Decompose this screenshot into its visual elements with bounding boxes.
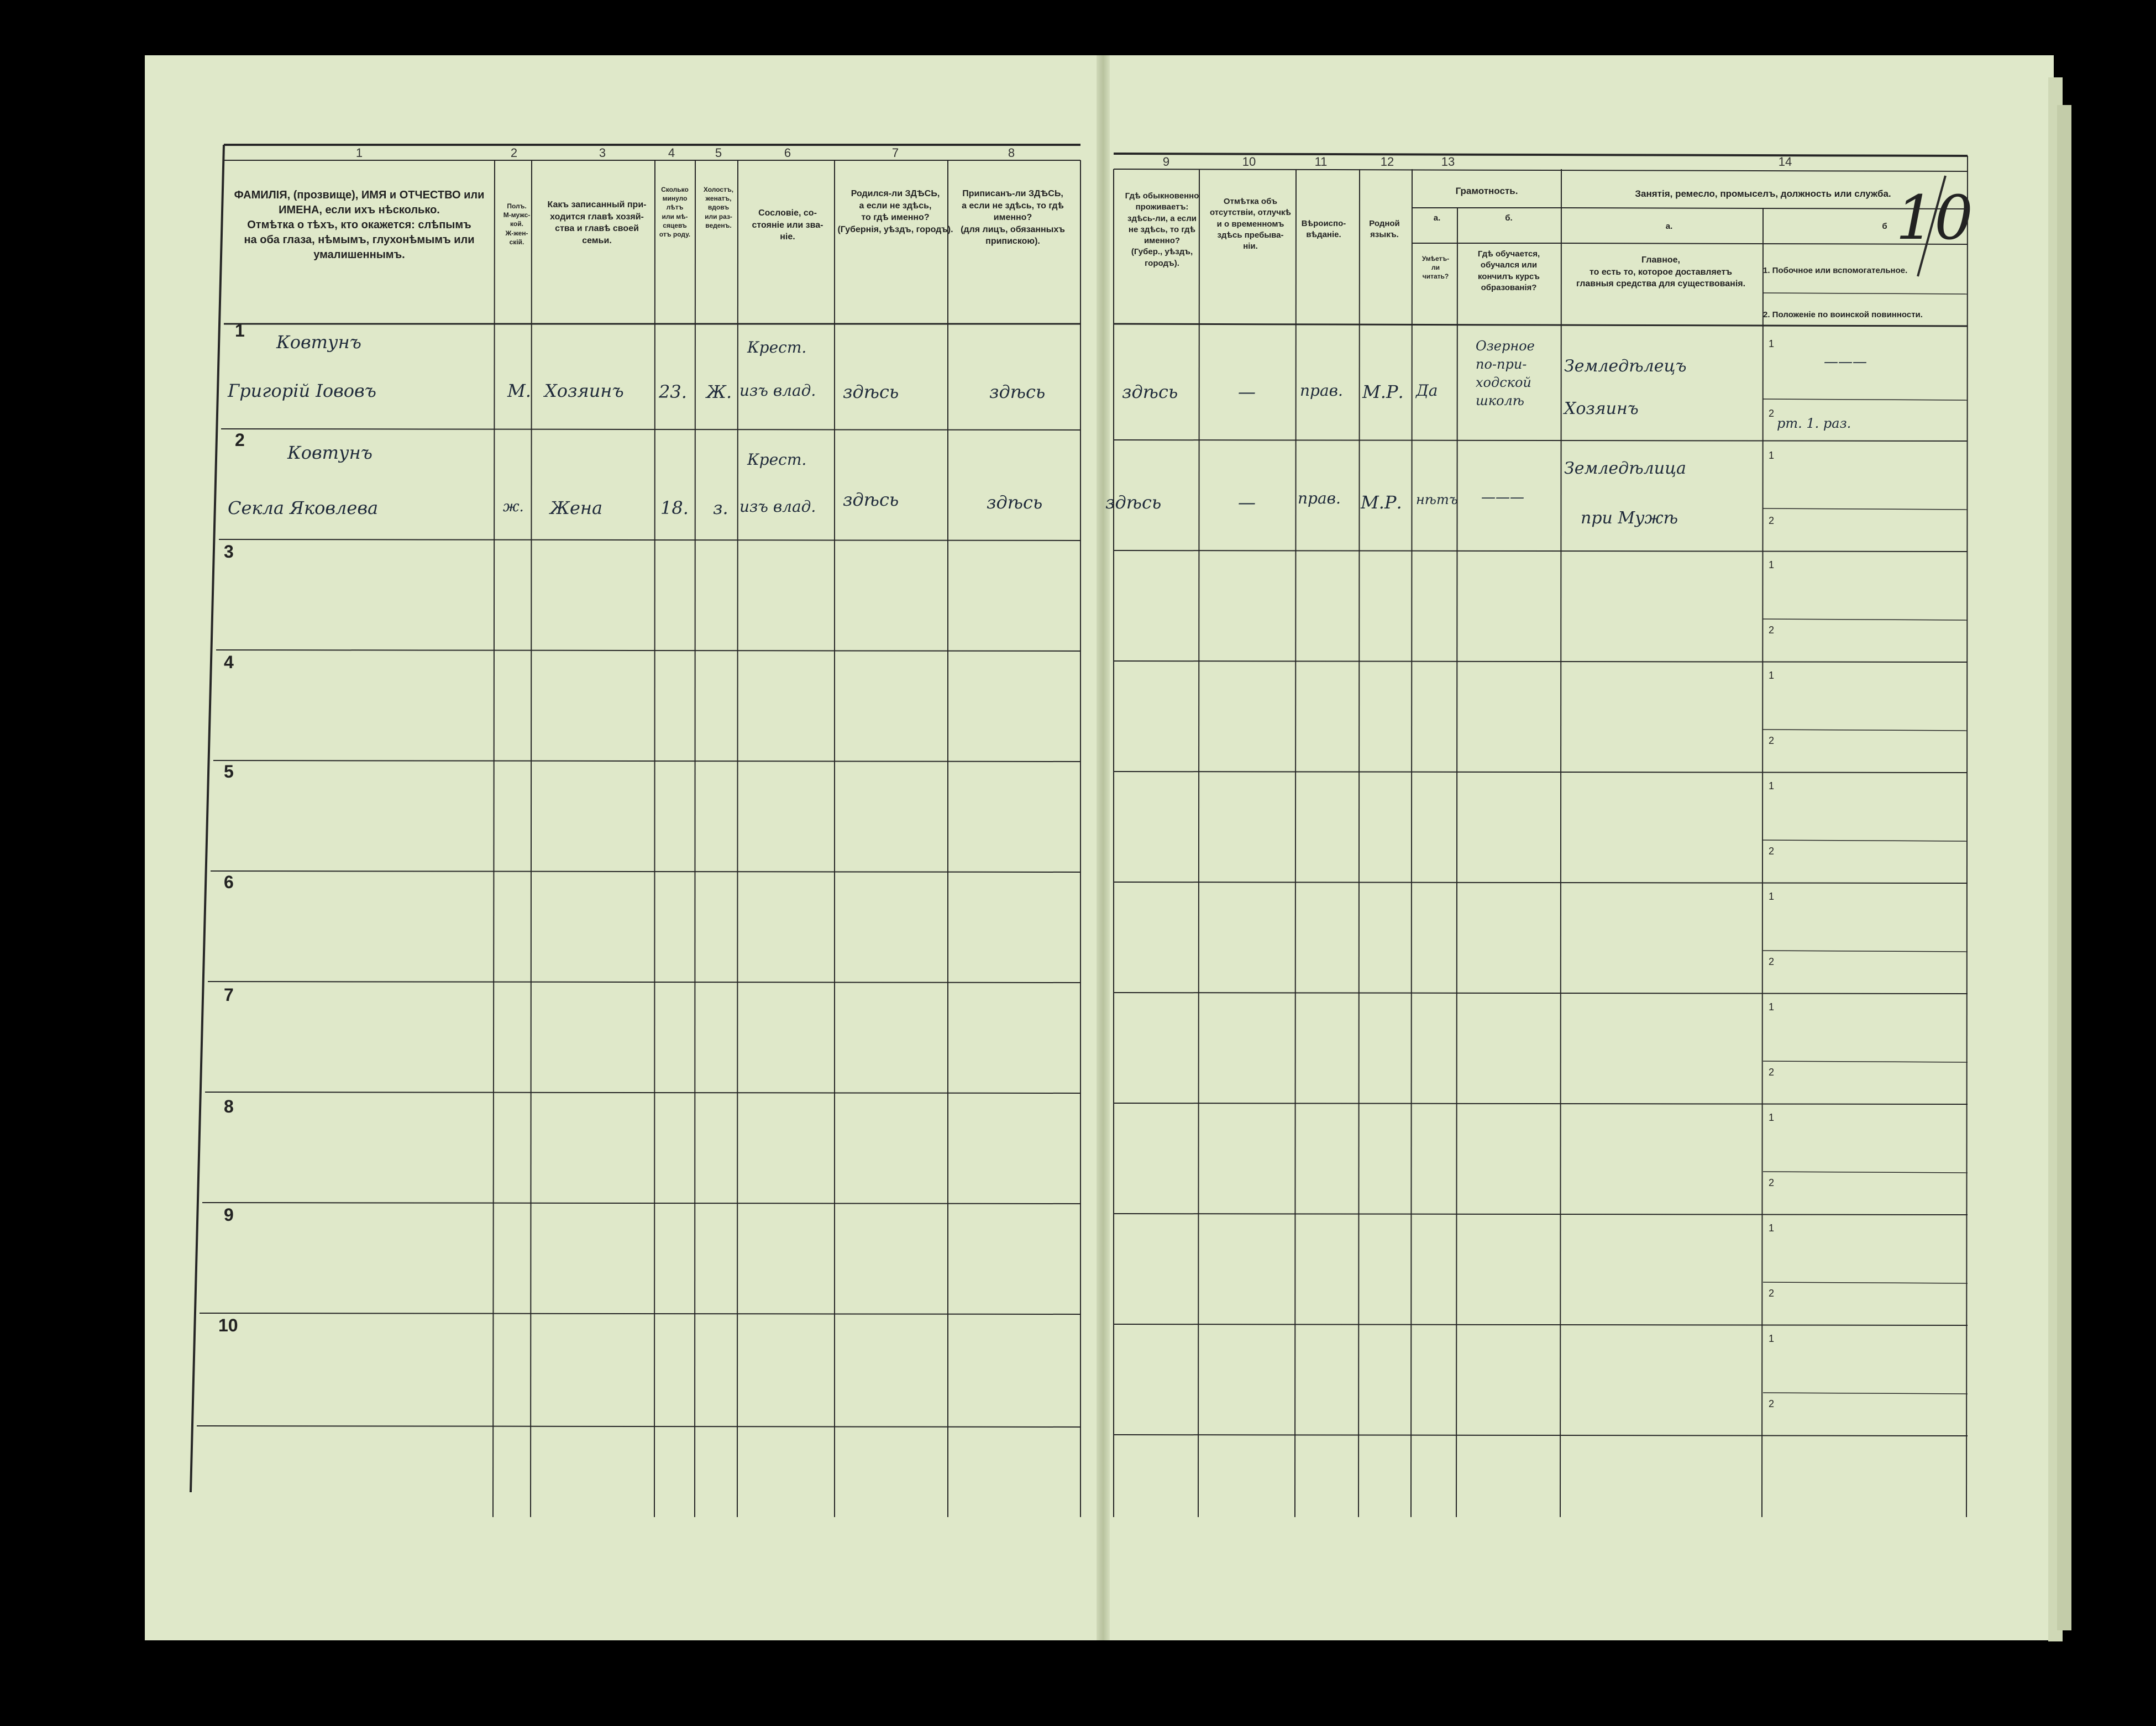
header-religion: Вѣроиспо- вѣданіе. bbox=[1301, 219, 1346, 240]
header-main-occupation: Главное, то есть то, которое доставляетъ главныя средства для существованія. bbox=[1576, 255, 1746, 289]
column-number: 5 bbox=[715, 146, 722, 160]
column-number: 2 bbox=[510, 146, 518, 160]
header-residence: Гдѣ обыкновенно проживаетъ: здѣсь-ли, а если не здѣсь, то гдѣ именно? (Губер., уѣздъ, городъ). bbox=[1125, 191, 1199, 268]
column-number: 10 bbox=[1242, 155, 1256, 169]
header-occupation-a-label: а. bbox=[1665, 222, 1673, 231]
row2-registration: здѣсь bbox=[987, 492, 1043, 513]
column-number: 9 bbox=[1162, 155, 1170, 169]
header-education: Гдѣ обучается, обучался или кончилъ курсъ образованія? bbox=[1477, 249, 1540, 292]
row1-residence: здѣсь bbox=[1122, 381, 1178, 402]
row1-relation: Хозяинъ bbox=[544, 380, 624, 401]
row2-education: ——— bbox=[1481, 489, 1524, 506]
row-number: 9 bbox=[224, 1205, 234, 1225]
row1-education: школѣ bbox=[1476, 393, 1524, 408]
header-absence: Отмѣтка объ отсутствіи, отлучкѣ и о временномъ здѣсь пребыва- ніи. bbox=[1210, 197, 1291, 251]
row1-language: М.Р. bbox=[1362, 381, 1404, 402]
sub-row-number: 1 bbox=[1769, 1333, 1775, 1344]
sub-row-number: 1 bbox=[1769, 450, 1775, 461]
header-can-read: Умѣетъ- ли читать? bbox=[1421, 255, 1450, 281]
row1-surname: Ковтунъ bbox=[276, 332, 361, 353]
row1-registration: здѣсь bbox=[989, 381, 1046, 402]
row2-residence: здѣсь bbox=[1105, 492, 1162, 513]
row1-marital: Ж. bbox=[706, 381, 732, 402]
header-registration: Приписанъ-ли ЗДѢСЬ, а если не здѣсь, то гдѣ именно? (для лицъ, обязанныхъ припискою). bbox=[961, 189, 1065, 246]
row-number: 1 bbox=[235, 321, 245, 340]
row-number: 10 bbox=[218, 1315, 238, 1335]
header-occupation: Занятія, ремесло, промыселъ, должность или служба. bbox=[1635, 188, 1891, 199]
header-military: 2. Положеніе по воинской повинности. bbox=[1763, 310, 1923, 319]
row2-sex: ж. bbox=[503, 499, 524, 515]
sub-row-number: 2 bbox=[1769, 515, 1775, 526]
sub-row-number: 1 bbox=[1769, 780, 1775, 791]
header-relation: Какъ записанный при- ходится главѣ хозяй- ства и главѣ своей семьи. bbox=[547, 200, 647, 245]
column-number: 4 bbox=[668, 146, 675, 160]
sub-row-number: 1 bbox=[1769, 891, 1775, 902]
sub-row-number: 2 bbox=[1769, 625, 1775, 636]
header-estate: Сословіе, со- стояніе или зва- ніе. bbox=[752, 208, 823, 242]
row2-relation: Жена bbox=[550, 497, 603, 518]
sub-row-number: 2 bbox=[1769, 408, 1775, 419]
row1-birthplace: здѣсь bbox=[843, 381, 899, 402]
column-number: 8 bbox=[1008, 146, 1015, 160]
row2-absence: — bbox=[1238, 492, 1256, 513]
sub-row-number: 2 bbox=[1769, 956, 1775, 967]
header-literacy-b-label: б. bbox=[1505, 213, 1513, 223]
column-number: 13 bbox=[1441, 155, 1455, 169]
sub-row-number: 1 bbox=[1769, 1001, 1775, 1012]
row1-military: рт. 1. раз. bbox=[1777, 416, 1851, 431]
row-number: 7 bbox=[224, 985, 234, 1005]
column-number: 12 bbox=[1380, 155, 1394, 169]
row2-surname: Ковтунъ bbox=[287, 442, 373, 463]
row2-reads: нѣтъ bbox=[1416, 492, 1458, 507]
row1-reads: Да bbox=[1416, 381, 1438, 400]
row2-estate-detail: изъ влад. bbox=[739, 497, 816, 516]
header-birthplace: Родился-ли ЗДѢСЬ, а если не здѣсь, то гдѣ именно? (Губернія, уѣздъ, городъ). bbox=[837, 189, 953, 234]
row1-secondary-occupation: ——— bbox=[1824, 354, 1867, 370]
sub-row-number: 2 bbox=[1769, 1067, 1775, 1078]
row2-occupation-detail: при Мужѣ bbox=[1581, 508, 1678, 528]
row1-age: 23. bbox=[659, 381, 687, 402]
header-age: Сколько минуло лѣтъ или мѣ- сяцевъ отъ роду. bbox=[659, 186, 691, 238]
row1-education: Озерное bbox=[1476, 338, 1535, 354]
row-number: 2 bbox=[235, 430, 245, 450]
column-number: 14 bbox=[1778, 155, 1792, 169]
row1-religion: прав. bbox=[1300, 381, 1343, 400]
row2-marital: з. bbox=[713, 497, 728, 518]
row2-language: М.Р. bbox=[1361, 492, 1402, 513]
column-number: 6 bbox=[784, 146, 791, 160]
row2-age: 18. bbox=[660, 497, 689, 518]
page-number: 10 bbox=[1896, 182, 1973, 253]
row1-estate: Крест. bbox=[747, 338, 807, 356]
column-number: 1 bbox=[355, 146, 363, 160]
row1-absence: — bbox=[1238, 381, 1256, 402]
sub-row-number: 2 bbox=[1769, 846, 1775, 857]
header-literacy-a-label: а. bbox=[1433, 213, 1441, 223]
header-sex: Полъ. М-мужс- кой. Ж-жен- скій. bbox=[503, 202, 531, 246]
sub-row-number: 2 bbox=[1769, 735, 1775, 746]
row1-estate-detail: изъ влад. bbox=[739, 381, 816, 400]
row2-religion: прав. bbox=[1298, 489, 1341, 507]
row1-occupation: Земледѣлецъ bbox=[1564, 356, 1687, 376]
row2-birthplace: здѣсь bbox=[843, 489, 899, 510]
column-number: 7 bbox=[891, 146, 899, 160]
header-secondary-occupation: 1. Побочное или вспомогательное. bbox=[1763, 266, 1908, 275]
header-occupation-b-label: б bbox=[1882, 222, 1887, 231]
sub-row-number: 1 bbox=[1769, 670, 1775, 681]
header-literacy: Грамотность. bbox=[1455, 186, 1518, 196]
row2-estate: Крест. bbox=[747, 450, 807, 469]
row-number: 4 bbox=[224, 652, 234, 672]
row-number: 6 bbox=[224, 872, 234, 892]
sub-row-number: 2 bbox=[1769, 1177, 1775, 1188]
row2-given-name: Секла Яковлева bbox=[228, 497, 379, 518]
header-name: ФАМИЛІЯ, (прозвище), ИМЯ и ОТЧЕСТВО или ИМЕНА, если ихъ нѣсколько. Отмѣтка о тѣхъ, кто окажется: слѣпымъ на оба глаза, нѣмымъ, глухонѣмымъ или умалишеннымъ. bbox=[234, 189, 485, 261]
sub-row-number: 2 bbox=[1769, 1398, 1775, 1409]
column-number: 3 bbox=[599, 146, 606, 160]
sub-row-number: 1 bbox=[1769, 559, 1775, 570]
row1-occupation-detail: Хозяинъ bbox=[1564, 399, 1639, 418]
row1-education: по-при- bbox=[1476, 356, 1527, 372]
header-marital: Холостъ, женатъ, вдовъ или раз- веденъ. bbox=[703, 186, 734, 229]
sub-row-number: 1 bbox=[1769, 338, 1775, 349]
header-language: Родной языкъ. bbox=[1369, 219, 1400, 240]
row-number: 8 bbox=[224, 1097, 234, 1116]
row2-occupation: Земледѣлица bbox=[1564, 459, 1686, 478]
row1-education: ходской bbox=[1476, 375, 1531, 390]
row1-given-name: Григорій Іововъ bbox=[228, 380, 376, 401]
sub-row-number: 2 bbox=[1769, 1288, 1775, 1299]
sub-row-number: 1 bbox=[1769, 1223, 1775, 1234]
row1-sex: М. bbox=[507, 380, 531, 401]
column-number: 11 bbox=[1314, 155, 1328, 169]
row-number: 3 bbox=[224, 542, 234, 562]
sub-row-number: 1 bbox=[1769, 1112, 1775, 1123]
row-number: 5 bbox=[224, 762, 234, 781]
